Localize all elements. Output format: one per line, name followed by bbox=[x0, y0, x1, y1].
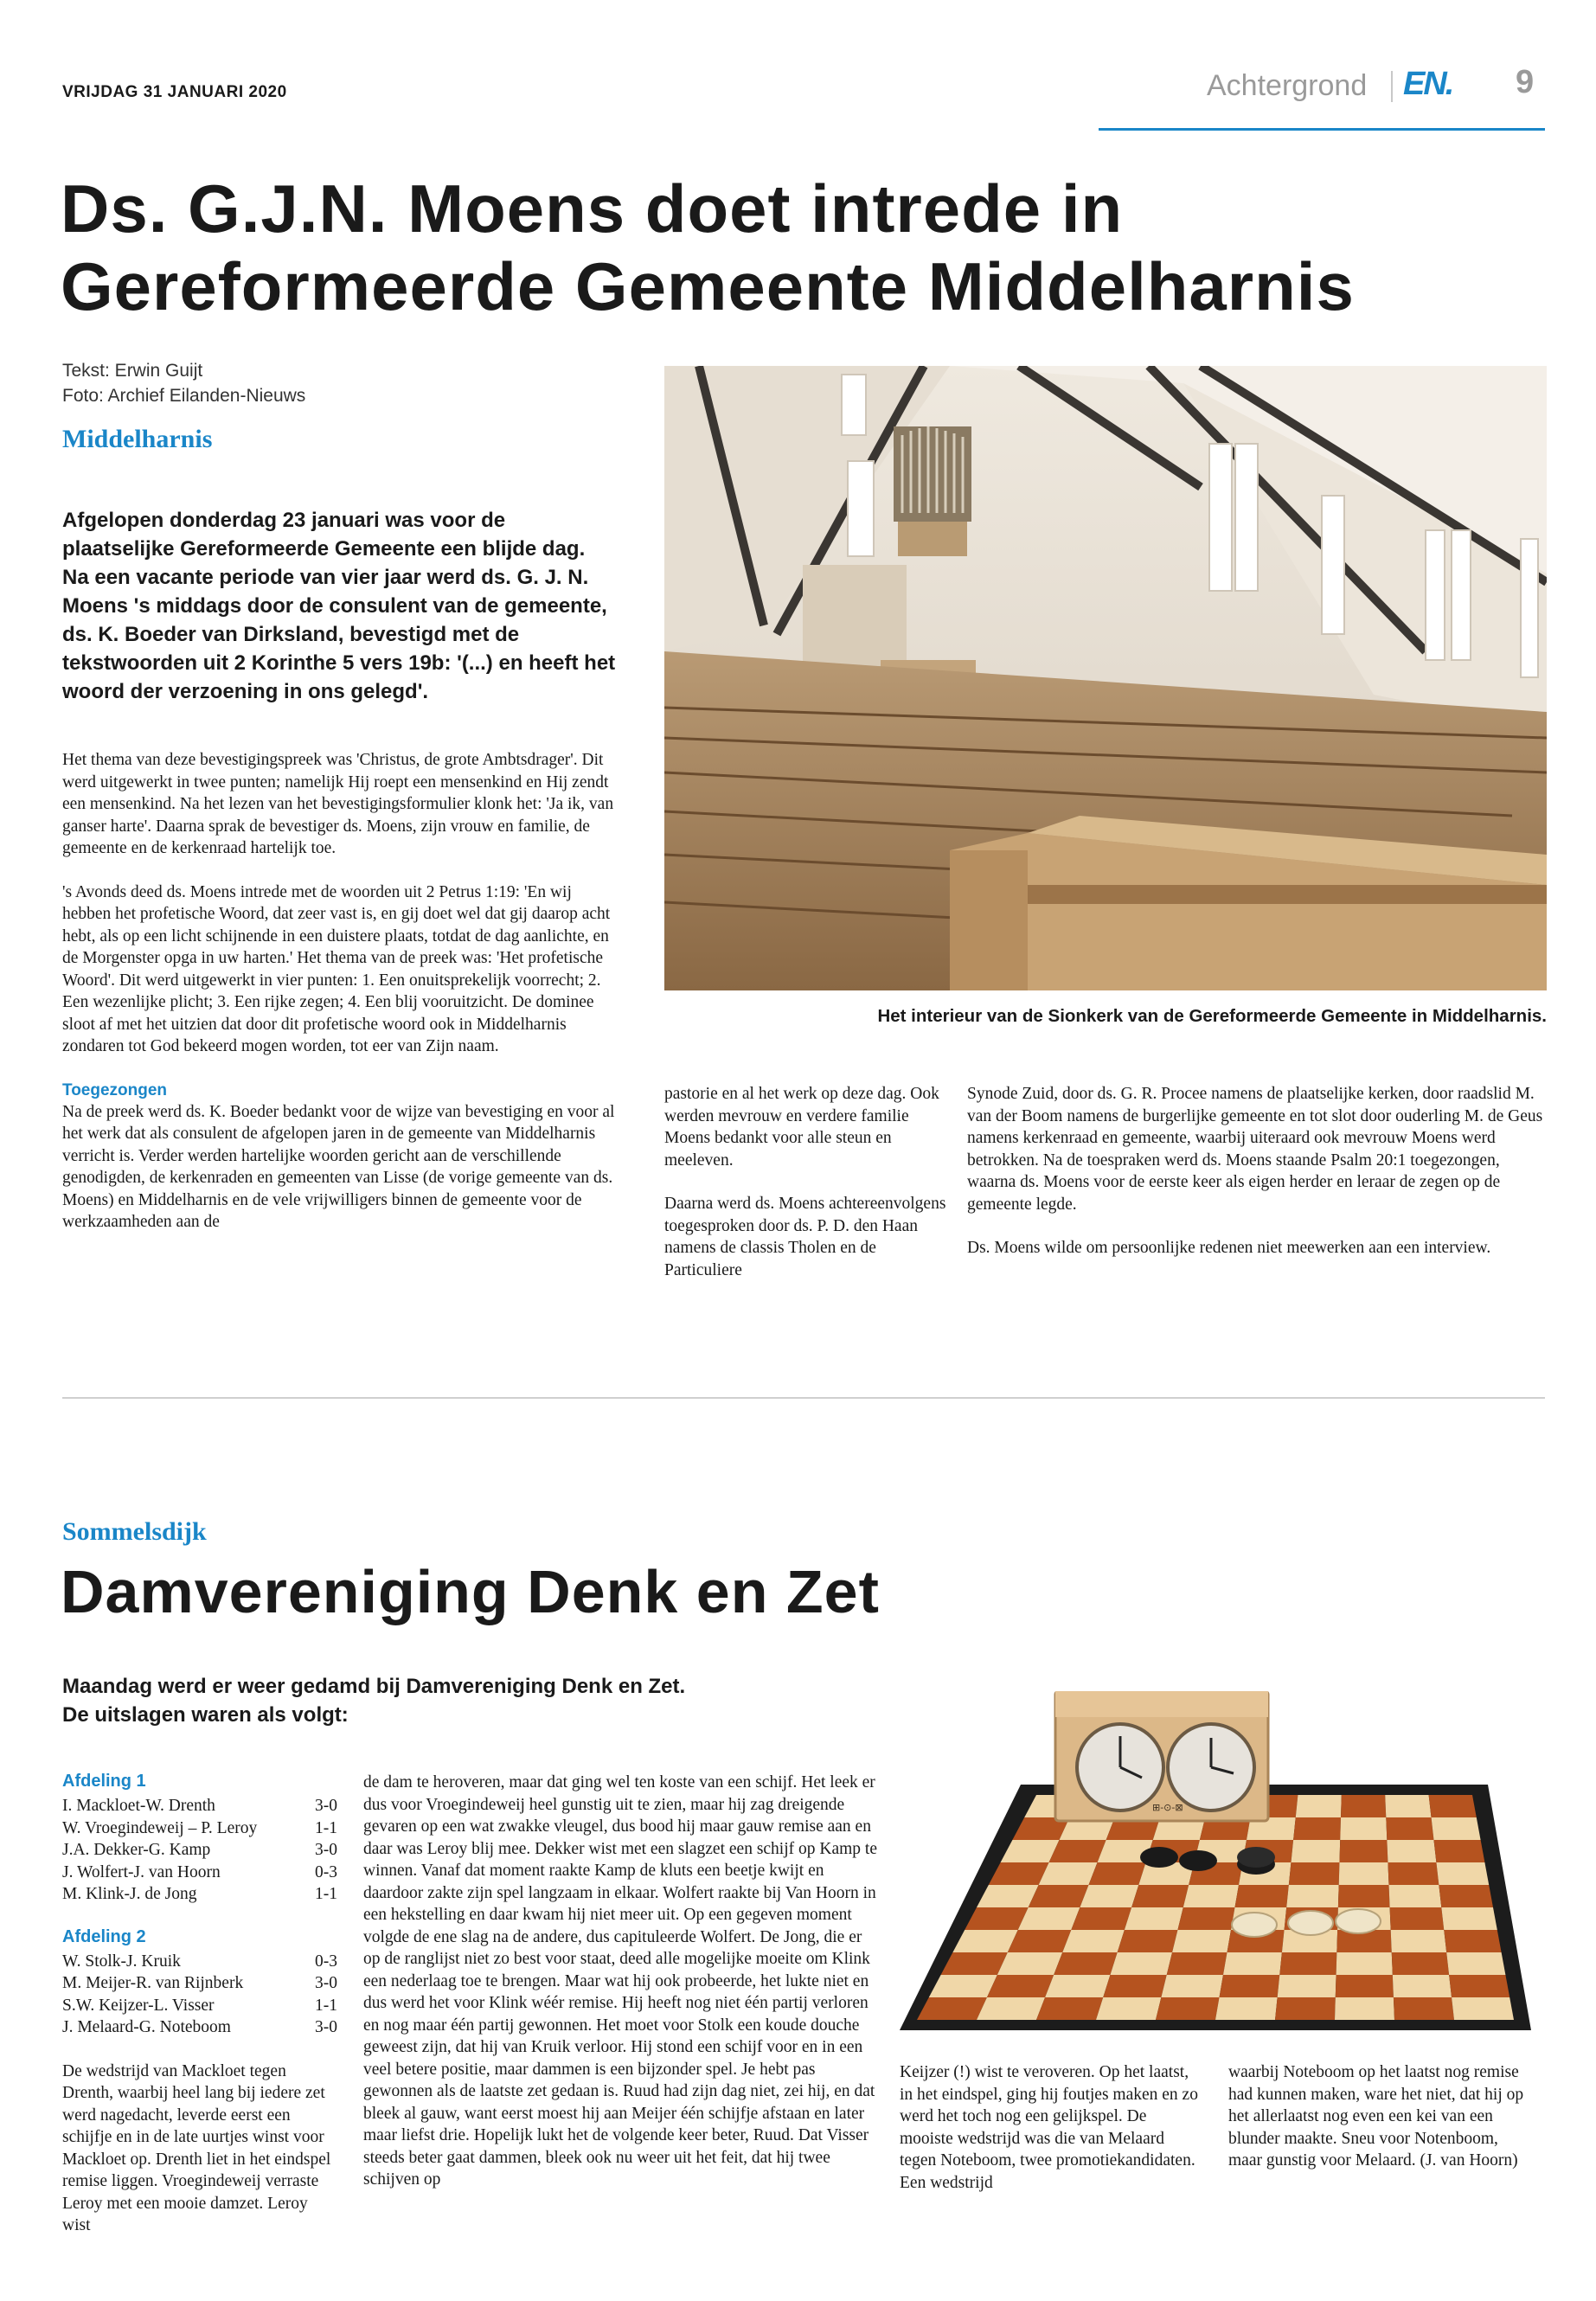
result-score: 1-1 bbox=[315, 1818, 337, 1837]
board-square bbox=[1385, 1795, 1431, 1817]
afdeling-1-title: Afdeling 1 bbox=[62, 1772, 146, 1791]
article2-column-3: Keijzer (!) wist te veroveren. Op het laatst, in het eindspel, ging hij foutjes maken en zo werd het toch nog een gelijkspel. De mooiste wedstrijd was die van Melaard tegen Noteboom, twee promotiekandidaten. Een wedstrijd bbox=[900, 2063, 1198, 2192]
result-score: 0-3 bbox=[315, 1862, 337, 1881]
result-match: W. Stolk-J. Kruik bbox=[62, 1952, 181, 1971]
article2-lead-line: De uitslagen waren als volgt: bbox=[62, 1703, 349, 1727]
draughts-board-photo bbox=[900, 1691, 1531, 2046]
board-square bbox=[1096, 1997, 1161, 2020]
board-square bbox=[1339, 1862, 1389, 1885]
page-date: VRIJDAG 31 JANUARI 2020 bbox=[62, 83, 287, 101]
afdeling-1-results bbox=[62, 1795, 337, 1906]
board-square bbox=[1386, 1817, 1433, 1840]
board-square bbox=[1444, 1930, 1501, 1952]
church-interior-illustration bbox=[664, 366, 1547, 990]
article1-place: Middelharnis bbox=[62, 425, 213, 453]
board-square bbox=[1387, 1840, 1436, 1862]
article1-column-3 bbox=[967, 1083, 1545, 1281]
board-square bbox=[1391, 1930, 1447, 1952]
board-square bbox=[1449, 1975, 1509, 1997]
article1-paragraph: Het thema van deze bevestigingspreek was 'Christus, de grote Ambtsdrager'. Dit werd uitgewerkt in twee punten; namelijk Hij roept een mensenkind en Hij zendt een mensenkind. Na het lezen van het bevestigingsformulier klonk het: 'Ja ik, van ganser harte'. Daarna sprak de bevestiger ds. Moens, zijn vrouw en familie, de gemeente en de kerkenraad hartelijk toe. bbox=[62, 751, 614, 857]
article1-headline bbox=[61, 170, 1548, 325]
board-square bbox=[1275, 1997, 1336, 2020]
article1-column-2 bbox=[664, 1083, 950, 1303]
board-square bbox=[1289, 1862, 1340, 1885]
board-square bbox=[1394, 1997, 1454, 2020]
board-square bbox=[1341, 1795, 1386, 1817]
board-square bbox=[1429, 1795, 1477, 1817]
article1-column-1 bbox=[62, 749, 623, 1255]
result-match: M. Meijer-R. van Rijnberk bbox=[62, 1974, 244, 1992]
article2-column-2: de dam te heroveren, maar dat ging wel ten koste van een schijf. Het leek er dus voor Vroegindeweij heel gunstig uit te zien, maar hij zag dreigende gevaren op een wat zwakke vleugel, dus bood hij maar gauw remise aan en daar was Leroy blij mee. Dekker wist met een slagzet een schijf op Kamp te winnen. Vanaf dat moment raakte Kamp de kluts een beetje kwijt en daardoor zakte zijn spel langzaam in elkaar. Wolfert raakte bij Van Hoorn in een hekstelling en daar kwam hij niet meer uit. Op een gegeven moment volgde de ene slag na de andere, dus capituleerde Wolfert. De Jong, die er op de ranglijst niet zo best voor staat, deed alle mogelijke moeite om Klink een nederlaag toe te brengen. Maar wat hij ook probeerde, het lukte niet en dus werd het voor Klink wéér remise. Hij heeft nog niet één partij verloren en nog maar één partij gewonnen. Het moet voor Stolk een koude douche geweest zijn, dat hij van Kruik verloor. Hij stond een schijf voor en in een veel betere positie, maar dammen is een bijzonder spel. Je hebt pas gewonnen als de laatste zet gedaan is. Ruud had zijn dag niet, zei hij, en dat bleek al gauw, want eerst moest hij aan Meijer één schijfje afstaan en later maar liefst drie. Hopelijk lukt het de volgende keer beter, Ruud. Dat Visser steeds beter gaat dammen, bleek ook nu weer uit het feit, dat hij twee schijven op bbox=[363, 1773, 877, 2189]
article2-place: Sommelsdijk bbox=[62, 1517, 207, 1546]
result-score: 3-0 bbox=[315, 1974, 337, 1992]
board-square bbox=[1291, 1840, 1340, 1862]
result-row bbox=[62, 2016, 337, 2039]
result-match: W. Vroegindeweij – P. Leroy bbox=[62, 1818, 258, 1837]
result-row bbox=[62, 1972, 337, 1995]
header-rule bbox=[1099, 128, 1545, 131]
result-row bbox=[62, 1817, 337, 1840]
draughts-board-illustration bbox=[900, 1691, 1531, 2046]
board-square bbox=[1029, 1885, 1089, 1907]
board-square bbox=[1036, 1997, 1103, 2020]
board-square bbox=[1393, 1975, 1452, 1997]
article1-paragraph: Daarna werd ds. Moens achtereenvolgens toegesproken door ds. P. D. den Haan namens de classis Tholen en de Particuliere bbox=[664, 1195, 946, 1279]
article2-headline: Damvereniging Denk en Zet bbox=[61, 1558, 880, 1625]
board-square bbox=[929, 1975, 997, 1997]
board-square bbox=[1215, 1997, 1278, 2020]
board-square bbox=[1278, 1975, 1336, 1997]
result-row bbox=[62, 1839, 337, 1862]
board-square bbox=[1080, 1885, 1138, 1907]
article1-paragraph: pastorie en al het werk op deze dag. Ook werden mevrouw en verdere familie Moens bedankt voor alle steun en meeleven. bbox=[664, 1085, 939, 1170]
board-square bbox=[1441, 1907, 1497, 1930]
church-interior-photo bbox=[664, 366, 1547, 990]
board-square bbox=[1223, 1952, 1282, 1975]
result-row bbox=[62, 1795, 337, 1817]
result-score: 3-0 bbox=[315, 1841, 337, 1859]
article1-subhead: Toegezongen bbox=[62, 1080, 168, 1099]
board-square bbox=[1388, 1862, 1439, 1885]
board-square bbox=[1183, 1885, 1239, 1907]
board-square bbox=[1161, 1975, 1223, 1997]
board-square bbox=[1286, 1885, 1338, 1907]
board-square bbox=[1389, 1885, 1442, 1907]
board-square bbox=[1071, 1907, 1131, 1930]
board-square bbox=[1088, 1862, 1145, 1885]
en-logo: EN. bbox=[1403, 66, 1453, 102]
board-square bbox=[1433, 1840, 1484, 1862]
church-photo-caption: Het interieur van de Sionkerk van de Gereformeerde Gemeente in Middelharnis. bbox=[877, 1006, 1547, 1026]
article-divider bbox=[62, 1397, 1545, 1399]
board-square bbox=[1235, 1885, 1289, 1907]
article2-lead bbox=[62, 1672, 841, 1729]
header-separator bbox=[1391, 71, 1393, 102]
result-row bbox=[62, 1862, 337, 1884]
result-score: 3-0 bbox=[315, 1797, 337, 1815]
board-square bbox=[1125, 1907, 1183, 1930]
result-match: M. Klink-J. de Jong bbox=[62, 1885, 197, 1903]
board-square bbox=[987, 1975, 1054, 1997]
board-square bbox=[917, 1997, 987, 2020]
board-square bbox=[1336, 1952, 1393, 1975]
result-row bbox=[62, 1995, 337, 2017]
clock-label: ⊞-⊙-⊠ bbox=[1152, 1802, 1183, 1813]
afdeling-2-results bbox=[62, 1951, 337, 2039]
section-title: Achtergrond bbox=[1207, 69, 1368, 102]
board-square bbox=[1045, 1975, 1110, 1997]
result-row bbox=[62, 1883, 337, 1906]
board-square bbox=[1039, 1862, 1098, 1885]
board-square bbox=[1296, 1795, 1342, 1817]
board-square bbox=[1220, 1975, 1280, 1997]
board-square bbox=[1340, 1817, 1387, 1840]
result-score: 1-1 bbox=[315, 1996, 337, 2015]
result-row bbox=[62, 1951, 337, 1973]
board-square bbox=[997, 1952, 1062, 1975]
article1-paragraph: 's Avonds deed ds. Moens intrede met de woorden uit 2 Petrus 1:19: 'En wij hebben het profetische Woord, dat zeer vast is, en gij doet wel dat gij daarop acht hebt, als op een licht schijnende in een duistere plaats, totdat de dag aanlichte, en de Morgenster opga in uw harten.' Het thema van de preek was: 'Het profetische Woord'. Dit werd uitgewerkt in vier punten: 1. Een onuitsprekelijk voorrecht; 2. Een wezenlijke plicht; 3. Een rijke zegen; 4. Een blij vooruitzicht. De dominee sloot af met het uitzien dat door dit profetische woord ook in Middelharnis zondaren tot God bekeerd mogen worden, tot eer van Zijn naam. bbox=[62, 882, 611, 1055]
article2-lead-line: Maandag werd er weer gedamd bij Damvereniging Denk en Zet. bbox=[62, 1675, 686, 1698]
board-square bbox=[1118, 1930, 1178, 1952]
result-match: I. Mackloet-W. Drenth bbox=[62, 1797, 215, 1815]
board-square bbox=[1436, 1862, 1489, 1885]
afdeling-2-title: Afdeling 2 bbox=[62, 1926, 146, 1946]
article1-paragraph: Ds. Moens wilde om persoonlijke redenen niet meewerken aan een interview. bbox=[967, 1239, 1491, 1257]
article1-paragraph: Na de preek werd ds. K. Boeder bedankt voor de wijze van bevestiging en voor al het werk dat als consulent de afgelopen jaren in de gemeente van Middelharnis verricht is. Verder werden hartelijke woorden gericht aan de verschillende genodigden, de kerkenraden en gemeenten van Lisse (de vorige gemeente van ds. Moens) en Middelharnis en de vele vrijwilligers binnen de gemeente voor de werkzaamheden aan de bbox=[62, 1102, 615, 1231]
board-square bbox=[1338, 1885, 1390, 1907]
result-score: 1-1 bbox=[315, 1885, 337, 1903]
headline-line-1: Ds. G.J.N. Moens doet intrede in bbox=[61, 170, 1124, 247]
board-square bbox=[1390, 1907, 1445, 1930]
board-square bbox=[1452, 1997, 1514, 2020]
board-square bbox=[1293, 1817, 1341, 1840]
board-square bbox=[1172, 1930, 1231, 1952]
board-square bbox=[1062, 1930, 1125, 1952]
board-square bbox=[1432, 1817, 1481, 1840]
results-column bbox=[62, 1772, 339, 2237]
board-square bbox=[977, 1997, 1045, 2020]
board-square bbox=[1054, 1952, 1118, 1975]
board-square bbox=[1336, 1975, 1394, 1997]
board-square bbox=[1392, 1952, 1449, 1975]
board-square bbox=[1335, 1997, 1394, 2020]
board-square bbox=[1439, 1885, 1493, 1907]
result-match: S.W. Keijzer-L. Visser bbox=[62, 1996, 215, 2015]
board-square bbox=[1018, 1907, 1080, 1930]
result-score: 0-3 bbox=[315, 1952, 337, 1971]
text-credit: Tekst: Erwin Guijt bbox=[62, 361, 203, 381]
photo-credit: Foto: Archief Eilanden-Nieuws bbox=[62, 386, 306, 406]
result-match: J. Wolfert-J. van Hoorn bbox=[62, 1862, 221, 1881]
article1-credits bbox=[62, 358, 305, 408]
headline-line-2: Gereformeerde Gemeente Middelharnis bbox=[61, 248, 1355, 324]
article1-lead: Afgelopen donderdag 23 januari was voor de plaatselijke Gereformeerde Gemeente een blijde dag. Na een vacante periode van vier jaar werd ds. G. J. N. Moens 's middags door de consulent van de gemeente, ds. K. Boeder van Dirksland, bevestigd met de tekstwoorden uit 2 Korinthe 5 vers 19b: '(...) en heeft het woord der verzoening in ons gelegd'. bbox=[62, 509, 616, 703]
board-square bbox=[1339, 1840, 1388, 1862]
result-match: J.A. Dekker-G. Kamp bbox=[62, 1841, 211, 1859]
result-score: 3-0 bbox=[315, 2018, 337, 2036]
board-square bbox=[1446, 1952, 1505, 1975]
board-square bbox=[1167, 1952, 1227, 1975]
board-square bbox=[1279, 1952, 1336, 1975]
article1-paragraph: Synode Zuid, door ds. G. R. Procee namens de plaatselijke kerken, door raadslid M. van der Boom namens de burgerlijke gemeente en tot slot door ouderling M. de Geus namens kerkenraad en gemeente, waarbij uiteraard ook mevrouw Moens werd betrokken. Na de toespraken werd ds. Moens staande Psalm 20:1 toegezongen, waarna ds. Moens voor de eerste keer als eigen herder en leraar de zegen op de gemeente legde. bbox=[967, 1085, 1543, 1214]
result-match: J. Melaard-G. Noteboom bbox=[62, 2018, 231, 2036]
board-square bbox=[1008, 1930, 1072, 1952]
board-square bbox=[1177, 1907, 1234, 1930]
page-number: 9 bbox=[1516, 64, 1535, 100]
article2-column-1-text: De wedstrijd van Mackloet tegen Drenth, waarbij heel lang bij iedere zet werd nagedacht, leverde eerst een schijfje en in de late uurtjes winst voor Mackloet op. Drenth liet in het eindspel remise liggen. Vroegindeweij verraste Leroy met een mooie damzet. Leroy wist bbox=[62, 2061, 331, 2234]
board-square bbox=[1110, 1952, 1172, 1975]
board-square bbox=[1103, 1975, 1167, 1997]
board-square bbox=[1156, 1997, 1220, 2020]
board-square bbox=[1131, 1885, 1189, 1907]
article2-column-4: waarbij Noteboom op het laatst nog remise had kunnen maken, ware het niet, dat hij op het allerlaatst nog even een kei van een blunder maakte. Sneu voor Notenboom, maar gunstig voor Melaard. (J. van Hoorn) bbox=[1228, 2063, 1524, 2170]
